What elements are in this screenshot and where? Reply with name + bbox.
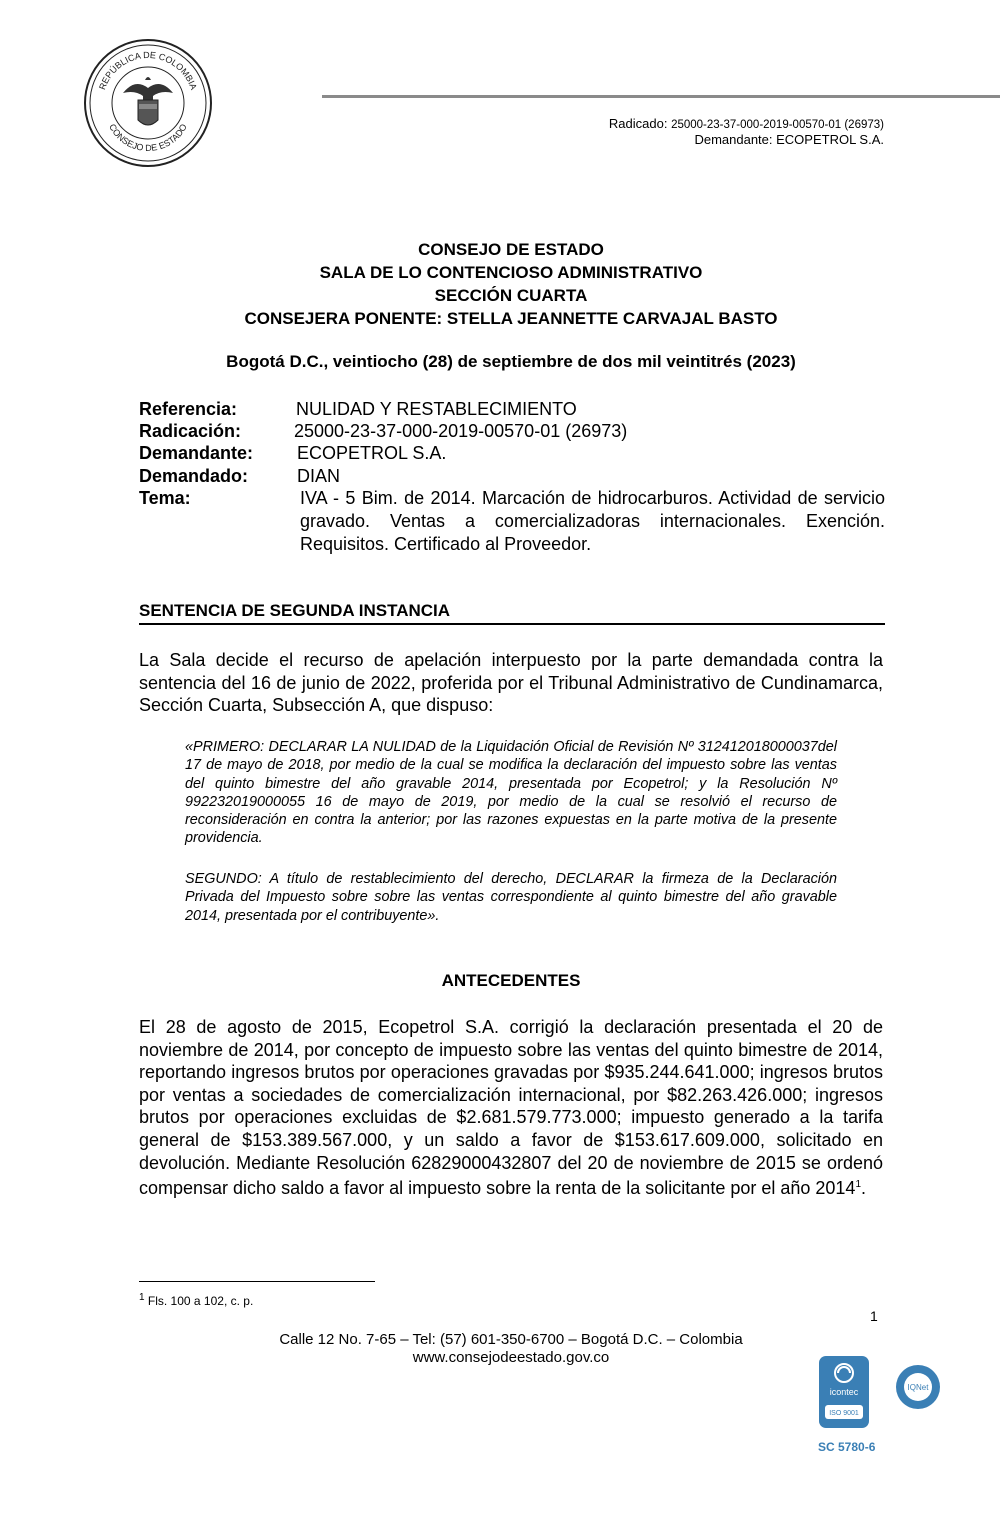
reference-row-tema (139, 487, 885, 557)
title-line-1: CONSEJO DE ESTADO (418, 240, 604, 259)
paragraph-antecedentes: El 28 de agosto de 2015, Ecopetrol S.A. corrigió la declaración presentada el 20 de noviembre de 2014, por concepto de impuesto sobre las ventas del quinto bimestre de 2014, reportando ingresos brutos por operaciones gravadas por $935.244.641.000; ingresos brutos por ventas a sociedades de comercialización internacional, por $82.263.426.000; ingresos brutos por operaciones excluidas de $2.681.579.773.000; impuesto generado a la tarifa general de $153.389.567.000, y un saldo a favor de $153.617.609.000, solicitado en devolución. Mediante Resolución 62829000432807 del 20 de noviembre de 2015 se ordenó compensar dicho saldo a favor al impuesto sobre la renta de la solicitante por el año 2014$^1$. (139, 1017, 883, 1199)
radicado-label: Radicado: (608, 116, 668, 131)
icontec-logo (818, 1355, 870, 1429)
decision-date: Bogotá D.C., veintiocho (28) de septiembre de dos mil veintitrés (2023) (226, 352, 796, 371)
footnote-reference[interactable]: 1 (855, 1179, 861, 1191)
footnote-text: Fls. 100 a 102, c. p. (144, 1294, 254, 1308)
header-radicado (609, 116, 884, 133)
paragraph-intro: La Sala decide el recurso de apelación interpuesto por la parte demandada contra la sentencia del 16 de junio de 2022, proferida por el Tribunal Administrativo de Cundinamarca, Sección Cuarta, Subsección A, que dispuso: (139, 650, 883, 716)
svg-text:CONSEJO DE ESTADO: CONSEJO DE ESTADO (107, 122, 189, 154)
tema-value: IVA - 5 Bim. de 2014. Marcación de hidrocarburos. Actividad de servicio gravado. Ventas a comercializadoras internacionales. Exención. Requisitos. Certificado al Proveedor. (300, 488, 885, 554)
footnote-number: 1 (139, 1292, 145, 1303)
footnote-separator (139, 1281, 375, 1282)
svg-text:REPÚBLICA DE COLOMBIA: REPÚBLICA DE COLOMBIA (97, 49, 199, 92)
referencia-value: NULIDAD Y RESTABLECIMIENTO (296, 399, 577, 419)
page-number: 1 (870, 1308, 878, 1324)
title-line-3: SECCIÓN CUARTA (434, 286, 588, 305)
svg-text:ISO 9001: ISO 9001 (829, 1410, 859, 1417)
demandado-value: DIAN (297, 466, 341, 486)
reference-row-demandado (139, 465, 885, 487)
reference-row-referencia (139, 398, 885, 420)
certificate-code: SC 5780-6 (818, 1440, 876, 1454)
radicacion-label: Radicación: (139, 421, 242, 441)
title-line-2: SALA DE LO CONTENCIOSO ADMINISTRATIVO (319, 263, 703, 282)
quote-primero: «PRIMERO: DECLARAR LA NULIDAD de la Liquidación Oficial de Revisión Nº 312412018000037del 17 de mayo de 2018, por medio de la cual se modifica la declaración del impuesto sobre las ventas del quinto bimestre del año gravable 2014, presentada por Ecopetrol; y la Resolución Nº 992232019000055 16 de mayo de 2019, por medio de la cual se resolvió el recurso de reconsideración en contra la anterior; por las razones expuestas en la parte motiva de la presente providencia. (185, 739, 837, 847)
section-heading-sentencia: SENTENCIA DE SEGUNDA INSTANCIA (139, 601, 885, 625)
reference-row-radicacion (139, 420, 885, 442)
paragraph-antecedentes-text: El 28 de agosto de 2015, Ecopetrol S.A. corrigió la declaración presentada el 20 de noviembre de 2014, por concepto de impuesto sobre las ventas del quinto bimestre de 2014, reportando ingresos brutos por operaciones gravadas por $935.244.641.000; ingresos brutos por ventas a sociedades de comercialización internacional, por $82.263.426.000; ingresos brutos por operaciones excluidas de $2.681.579.773.000; impuesto generado a la tarifa general de $153.389.567.000, y un saldo a favor de $153.617.609.000, solicitado en devolución. Mediante Resolución 62829000432807 del 20 de noviembre de 2015 se ordenó compensar dicho saldo a favor al impuesto sobre la renta de la solicitante por el año 2014 (139, 1017, 883, 1199)
section-heading-antecedentes: ANTECEDENTES (441, 971, 581, 990)
svg-text:icontec: icontec (829, 1387, 859, 1397)
radicado-value: 25000-23-37-000-2019-00570-01 (26973) (671, 119, 884, 131)
iqnet-logo (895, 1364, 941, 1410)
footer-website[interactable]: www.consejodeestado.gov.co (412, 1349, 610, 1366)
footnote-1 (139, 1292, 253, 1308)
reference-row-demandante (139, 442, 885, 464)
header-rule (322, 95, 1000, 98)
radicacion-value: 25000-23-37-000-2019-00570-01 (26973) (294, 421, 628, 441)
quote-segundo: SEGUNDO: A título de restablecimiento del derecho, DECLARAR la firmeza de la Declaración Privada del Impuesto sobre sobre las ventas correspondiente al quinto bimestre del año gravable 2014, presentada por el contribuyente». (185, 871, 837, 924)
header-demandante: Demandante: ECOPETROL S.A. (694, 132, 884, 147)
tema-label: Tema: (139, 488, 191, 508)
demandante-value: ECOPETROL S.A. (297, 443, 447, 463)
referencia-label: Referencia: (139, 399, 238, 419)
svg-text:IQNet: IQNet (907, 1383, 929, 1392)
demandante-label: Demandante: (139, 443, 254, 463)
demandado-label: Demandado: (139, 466, 249, 486)
title-line-4: CONSEJERA PONENTE: STELLA JEANNETTE CARVAJAL BASTO (244, 309, 778, 328)
consejo-de-estado-seal (83, 38, 213, 168)
footer-address: Calle 12 No. 7-65 – Tel: (57) 601-350-6700 – Bogotá D.C. – Colombia (279, 1331, 743, 1348)
